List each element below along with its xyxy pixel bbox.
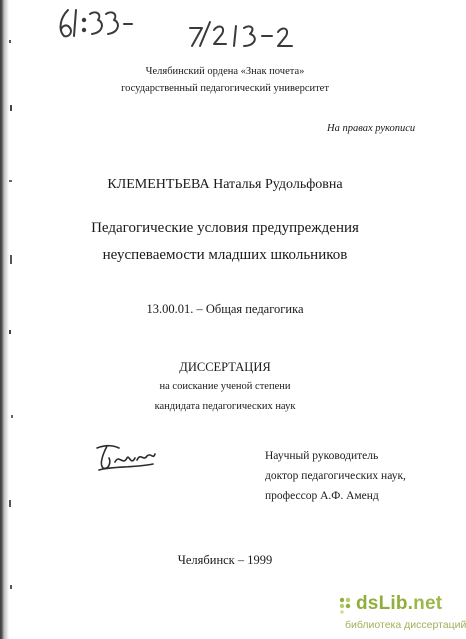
- institution-line-1: Челябинский ордена «Знак почета»: [145, 66, 305, 77]
- handwritten-catalog-code: [40, 0, 310, 50]
- dslib-watermark[interactable]: [338, 592, 466, 639]
- specialty-code: 13.00.01. – Общая педагогика: [146, 302, 304, 316]
- dslib-logo-text: [356, 593, 442, 615]
- supervisor-line-3: профессор А.Ф. Аменд: [265, 490, 379, 502]
- scan-specks: [0, 0, 20, 639]
- institution-line-2: государственный педагогический университет: [121, 83, 329, 94]
- degree-line-1: на соискание ученой степени: [159, 381, 291, 392]
- rights-note: На правах рукописи: [327, 123, 416, 134]
- handwritten-signature: [93, 440, 161, 474]
- dissertation-title-line-2: неуспеваемости младших школьников: [102, 247, 348, 263]
- dslib-logo-tld: net: [413, 593, 443, 614]
- degree-line-2: кандидата педагогических наук: [154, 401, 296, 412]
- dslib-subtitle: библиотека диссертаций: [345, 619, 466, 631]
- supervisor-line-2: доктор педагогических наук,: [265, 470, 406, 482]
- author-name: КЛЕМЕНТЬЕВА Наталья Рудольфовна: [107, 177, 343, 192]
- document-type-heading: ДИССЕРТАЦИЯ: [179, 360, 271, 374]
- city-year: Челябинск – 1999: [177, 553, 273, 567]
- supervisor-line-1: Научный руководитель: [265, 450, 379, 462]
- dslib-logo-dot: .: [407, 593, 414, 614]
- dissertation-title-line-1: Педагогические условия предупреждения: [91, 220, 359, 236]
- dslib-logo-main: dsLib: [356, 593, 408, 614]
- dslib-logo-dots-icon: [338, 596, 356, 614]
